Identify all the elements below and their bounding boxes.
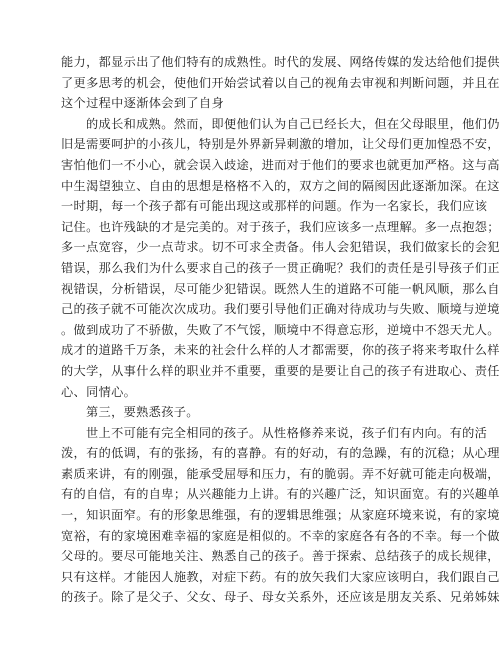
- text-line: 心、同情心。: [61, 384, 137, 399]
- text-line: 多一点宽容，少一点苛求。切不可求全责备。伟人会犯错误，我们做家长的会犯: [61, 240, 500, 255]
- text-line: 一，知识面窄。有的形象思维强，有的逻辑思维强；从家庭环境来说，有的家境: [61, 508, 500, 523]
- text-line: 的孩子。除了是父子、父女、母子、母女关系外，还应该是朋友关系、兄弟姊妹: [61, 590, 500, 605]
- text-line: 只有这样。才能因人施教，对症下药。有的放矢我们大家应该明白，我们跟自己: [61, 569, 500, 584]
- text-line: 父母的。要尽可能地关注、熟悉自己的孩子。善于探索、总结孩子的成长规律，: [61, 549, 500, 564]
- text-line: 一时期，每一个孩子都有可能出现这或那样的问题。作为一名家长，我们应该: [61, 199, 488, 214]
- text-line: 能力，都显示出了他们特有的成熟性。时代的发展、网络传媒的发达给他们提供: [61, 55, 500, 69]
- text-line: 旧是需要呵护的小孩儿，特别是外界新异刺激的增加，让父母们更加惶恐不安，: [61, 137, 500, 152]
- text-line: 了更多思考的机会，使他们开始尝试着以自己的视角去审视和判断问题，并且在: [61, 75, 500, 90]
- text-line: 记住。也许残缺的才是完美的。对于孩子，我们应该多一点理解。多一点抱怨；: [61, 219, 500, 234]
- text-line: 素质来讲，有的刚强，能承受屈辱和压力，有的脆弱。弄不好就可能走向极端，: [61, 466, 500, 481]
- text-line: 中生渴望独立、自由的思想是格格不入的，双方之间的隔阂因此逐渐加深。在这: [61, 178, 500, 193]
- text-line: 的成长和成熟。然而，即便他们认为自己已经长大，但在父母眼里，他们仍: [86, 116, 500, 131]
- section-heading: 第三，要熟悉孩子。: [86, 405, 199, 420]
- text-line: 己的孩子就不可能次次成功。我们要引导他们正确对待成功与失败、顺境与逆境: [61, 302, 500, 317]
- text-line: 视错误，分析错误，尽可能少犯错误。既然人生的道路不可能一帆风顺，那么自: [61, 281, 500, 296]
- text-line: 世上不可能有完全相同的孩子。从性格修养来说，孩子们有内向。有的活: [86, 425, 488, 440]
- text-line: 。做到成功了不骄傲，失败了不气馁，顺境中不得意忘形，逆境中不怨天尤人。: [61, 322, 500, 337]
- document-page: [61, 52, 500, 608]
- text-line: 泼，有的低调，有的张扬，有的喜静。有的好动，有的急躁，有的沉稳；从心理: [61, 446, 500, 461]
- text-line: 有的自信，有的自卑；从兴趣能力上讲。有的兴趣广泛，知识面宽。有的兴趣单: [61, 487, 500, 502]
- text-line: 害怕他们一不小心，就会误入歧途，进而对于他们的要求也就更加严格。这与高: [61, 157, 500, 172]
- text-line: 成才的道路千万条，未来的社会什么样的人才都需要，你的孩子将来考取什么样: [61, 343, 500, 358]
- text-line: 宽裕，有的家境困难幸福的家庭是相似的。不幸的家庭各有各的不幸。每一个做: [61, 528, 500, 543]
- text-line: 这个过程中逐渐体会到了自身: [61, 96, 224, 111]
- text-line: 错误，那么我们为什么要求自己的孩子一贯正确呢？我们的责任是引导孩子们正: [61, 260, 500, 275]
- text-line: 的大学，从事什么样的职业并不重要，重要的是要让自己的孩子有进取心、责任: [61, 363, 500, 378]
